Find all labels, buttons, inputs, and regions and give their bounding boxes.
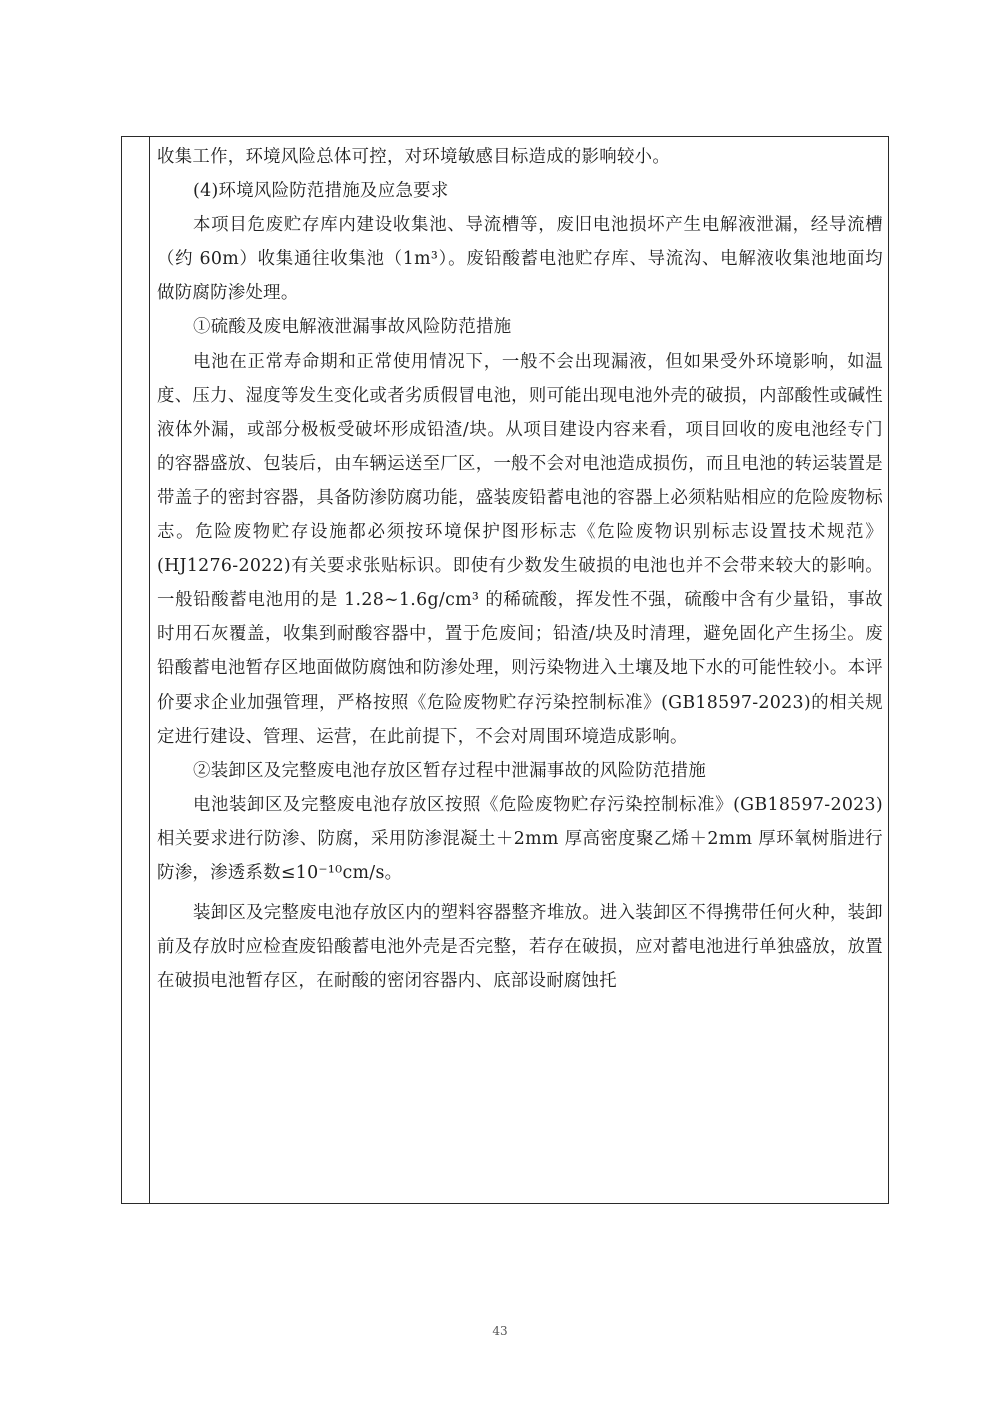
- subsection-heading-acid-leak: ①硫酸及废电解液泄漏事故风险防范措施: [193, 317, 512, 338]
- paragraph-acid-leak-measures: 电池在正常寿命期和正常使用情况下，一般不会出现漏液，但如果受外环境影响，如温度、压力、湿度等发生变化或者劣质假冒电池，则可能出现电池外壳的破损，内部酸性或碱性液体外漏，或部分极板受破坏形成铅渣/块。从项目建设内容来看，项目回收的废电池经专门的容器盛放、包装后，由车辆运送至厂区，一般不会对电池造成损伤，而且电池的转运装置是带盖子的密封容器，具备防渗防腐功能，盛装废铅蓄电池的容器上必须粘贴相应的危险废物标志。危险废物贮存设施都必须按环境保护图形标志《危险废物识别标志设置技术规范》(HJ1276-2022)有关要求张贴标识。即使有少数发生破损的电池也并不会带来较大的影响。一般铅酸蓄电池用的是 1.28~1.6g/cm³ 的稀硫酸，挥发性不强，硫酸中含有少量铅，事故时用石灰覆盖，收集到耐酸容器中，置于危废间；铅渣/块及时清理，避免固化产生扬尘。废铅酸蓄电池暂存区地面做防腐蚀和防渗处理，则污染物进入土壤及地下水的可能性较小。本评价要求企业加强管理，严格按照《危险废物贮存污染控制标准》(GB18597-2023)的相关规定进行建设、管理、运营，在此前提下，不会对周围环境造成影响。: [157, 351, 883, 747]
- page-number: 43: [492, 1324, 508, 1338]
- section-heading-risk-measures: (4)环境风险防范措施及应急要求: [193, 181, 449, 202]
- subsection-heading-loading-area: ②装卸区及完整废电池存放区暂存过程中泄漏事故的风险防范措施: [193, 760, 707, 781]
- paragraph-loading-area-seepage: 电池装卸区及完整废电池存放区按照《危险废物贮存污染控制标准》(GB18597-2023)相关要求进行防渗、防腐，采用防渗混凝土＋2mm 厚高密度聚乙烯＋2mm 厚环氧树脂进行防渗，渗透系数≤10⁻¹⁰cm/s。: [157, 794, 883, 883]
- document-body: [157, 140, 883, 998]
- table-column-divider: [149, 137, 150, 1203]
- paragraph-collection-pool: 本项目危废贮存库内建设收集池、导流槽等，废旧电池损坏产生电解液泄漏，经导流槽（约 60m）收集通往收集池（1m³）。废铅酸蓄电池贮存库、导流沟、电解液收集池地面均做防腐防渗处理。: [157, 215, 883, 304]
- paragraph-continuation: 收集工作，环境风险总体可控，对环境敏感目标造成的影响较小。: [157, 147, 671, 167]
- paragraph-loading-area-storage: 装卸区及完整废电池存放区内的塑料容器整齐堆放。进入装卸区不得携带任何火种，装卸前及存放时应检查废铅酸蓄电池外壳是否完整，若存在破损，应对蓄电池进行单独盛放，放置在破损电池暂存区，在耐酸的密闭容器内、底部设耐腐蚀托: [157, 903, 883, 992]
